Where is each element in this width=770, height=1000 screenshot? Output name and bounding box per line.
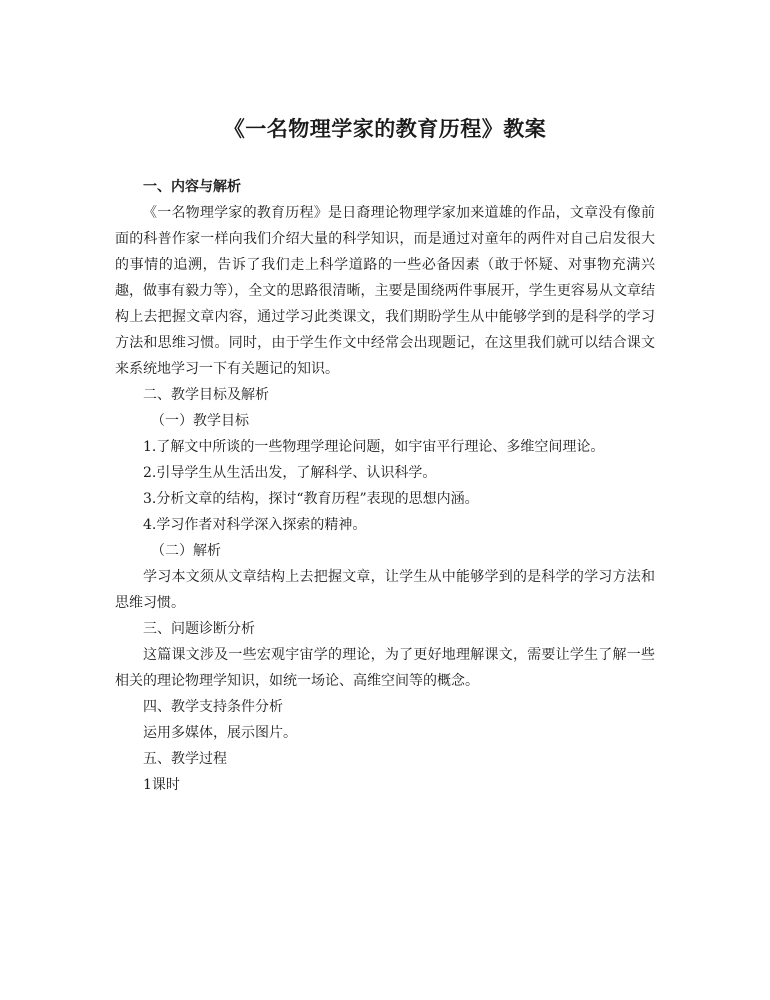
paragraph-content-analysis: 《一名物理学家的教育历程》是日裔理论物理学家加来道雄的作品，文章没有像前面的科普作家一样向我们介绍大量的科学知识，而是通过对童年的两件对自己启发很大的事情的追溯，告诉了我们走上科学道路的一些必备因素（敢于怀疑、对事物充满兴趣，做事有毅力等），全文的思路很清晰，主要是围绕两件事展开，学生更容易从文章结构上去把握文章内容，通过学习此类课文，我们期盼学生从中能够学到的是科学的学习方法和思维习惯。同时，由于学生作文中经常会出现题记，在这里我们就可以结合课文来系统地学习一下有关题记的知识。 [115,205,655,377]
section-heading-content-analysis: 一、内容与解析 [143,179,241,195]
section-heading-problem-diagnosis: 三、问题诊断分析 [143,621,255,637]
paragraph-problem-diagnosis: 这篇课文涉及一些宏观宇宙学的理论，为了更好地理解课文，需要让学生了解一些相关的理论物理学知识，如统一场论、高维空间等的概念。 [115,647,655,689]
goal-item-2: 2.引导学生从生活出发，了解科学、认识科学。 [143,465,437,481]
section-heading-support-conditions: 四、教学支持条件分析 [143,699,283,715]
paragraph-support-conditions: 运用多媒体，展示图片。 [143,725,297,741]
paragraph-teaching-process: 1课时 [143,777,180,793]
paragraph-goal-analysis: 学习本文须从文章结构上去把握文章，让学生从中能够学到的是科学的学习方法和思维习惯。 [115,569,655,611]
section-heading-teaching-goals: 二、教学目标及解析 [143,387,269,403]
document-title: 《一名物理学家的教育历程》教案 [223,116,547,141]
goal-item-3: 3.分析文章的结构，探讨“教育历程”表现的思想内涵。 [143,491,479,507]
goal-item-1: 1.了解文中所谈的一些物理学理论问题，如宇宙平行理论、多维空间理论。 [143,439,605,455]
subheading-teaching-goals: （一）教学目标 [151,413,249,429]
subheading-analysis: （二）解析 [151,543,221,559]
section-heading-teaching-process: 五、教学过程 [143,751,227,767]
document-body [115,174,655,798]
goal-item-4: 4.学习作者对科学深入探索的精神。 [143,517,367,533]
